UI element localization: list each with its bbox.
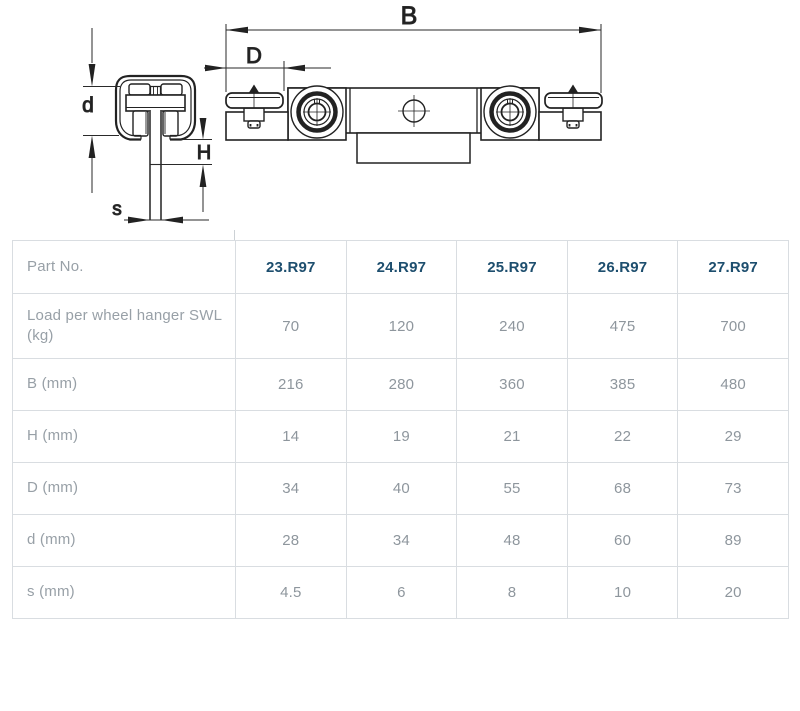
cell-value: 68 [568,463,679,514]
cell-value: 385 [568,359,679,410]
table-row-d [13,515,788,567]
spec-table [12,240,789,619]
header-part-no: Part No. [13,241,236,293]
dimension-b [226,2,601,93]
cell-value: 216 [236,359,347,410]
cell-value: 19 [347,411,458,462]
cell-value: 89 [724,532,742,549]
table-row-b [13,359,788,411]
cell-value: 6 [347,567,458,618]
cell-value: 34 [347,515,458,566]
cell-value: 10 [568,567,679,618]
dimension-dd [204,43,331,91]
cell-value: 120 [347,294,458,358]
row-label: s (mm) [13,567,236,618]
cell-value: 55 [457,463,568,514]
row-label: D (mm) [13,463,236,514]
part-number: 25.R97 [457,241,568,293]
dim-label-h: H [196,142,212,164]
part-number: 24.R97 [347,241,458,293]
cell-value: 475 [568,294,679,358]
side-view [226,85,602,164]
part-number: 23.R97 [236,241,347,293]
cell-value: 14 [236,411,347,462]
cell-value: 360 [457,359,568,410]
cell-value: 60 [568,515,679,566]
cell-value: 22 [568,411,679,462]
cell-value: 280 [347,359,458,410]
dim-label-dd: D [246,43,262,68]
cell-value: 20 [724,584,742,601]
table-row-dd [13,463,788,515]
cell-value: 29 [724,428,742,445]
part-number: 26.R97 [568,241,679,293]
dimension-d [82,28,120,193]
cell-value: 240 [457,294,568,358]
dim-label-s: s [112,199,122,220]
cell-value: 34 [236,463,347,514]
cell-value: 28 [236,515,347,566]
part-number: 27.R97 [708,258,758,276]
left-wheel [291,86,343,138]
table-row-s [13,567,788,618]
row-label: Load per wheel hanger SWL (kg) [13,294,236,358]
cell-value: 4.5 [236,567,347,618]
technical-drawing [0,0,800,235]
dim-label-d: d [82,94,94,117]
cell-value: 21 [457,411,568,462]
table-row-load [13,294,788,359]
row-label: d (mm) [13,515,236,566]
table-header-row [13,241,788,294]
cell-value: 70 [236,294,347,358]
cell-value: 73 [724,480,742,497]
cross-section-view [116,76,195,220]
row-label: B (mm) [13,359,236,410]
cell-value: 700 [720,317,746,335]
right-wheel [484,86,536,138]
dim-label-b: B [400,2,418,30]
table-row-h [13,411,788,463]
cell-value: 48 [457,515,568,566]
row-label: H (mm) [13,411,236,462]
cell-value: 480 [720,376,746,393]
cell-value: 8 [457,567,568,618]
cell-value: 40 [347,463,458,514]
